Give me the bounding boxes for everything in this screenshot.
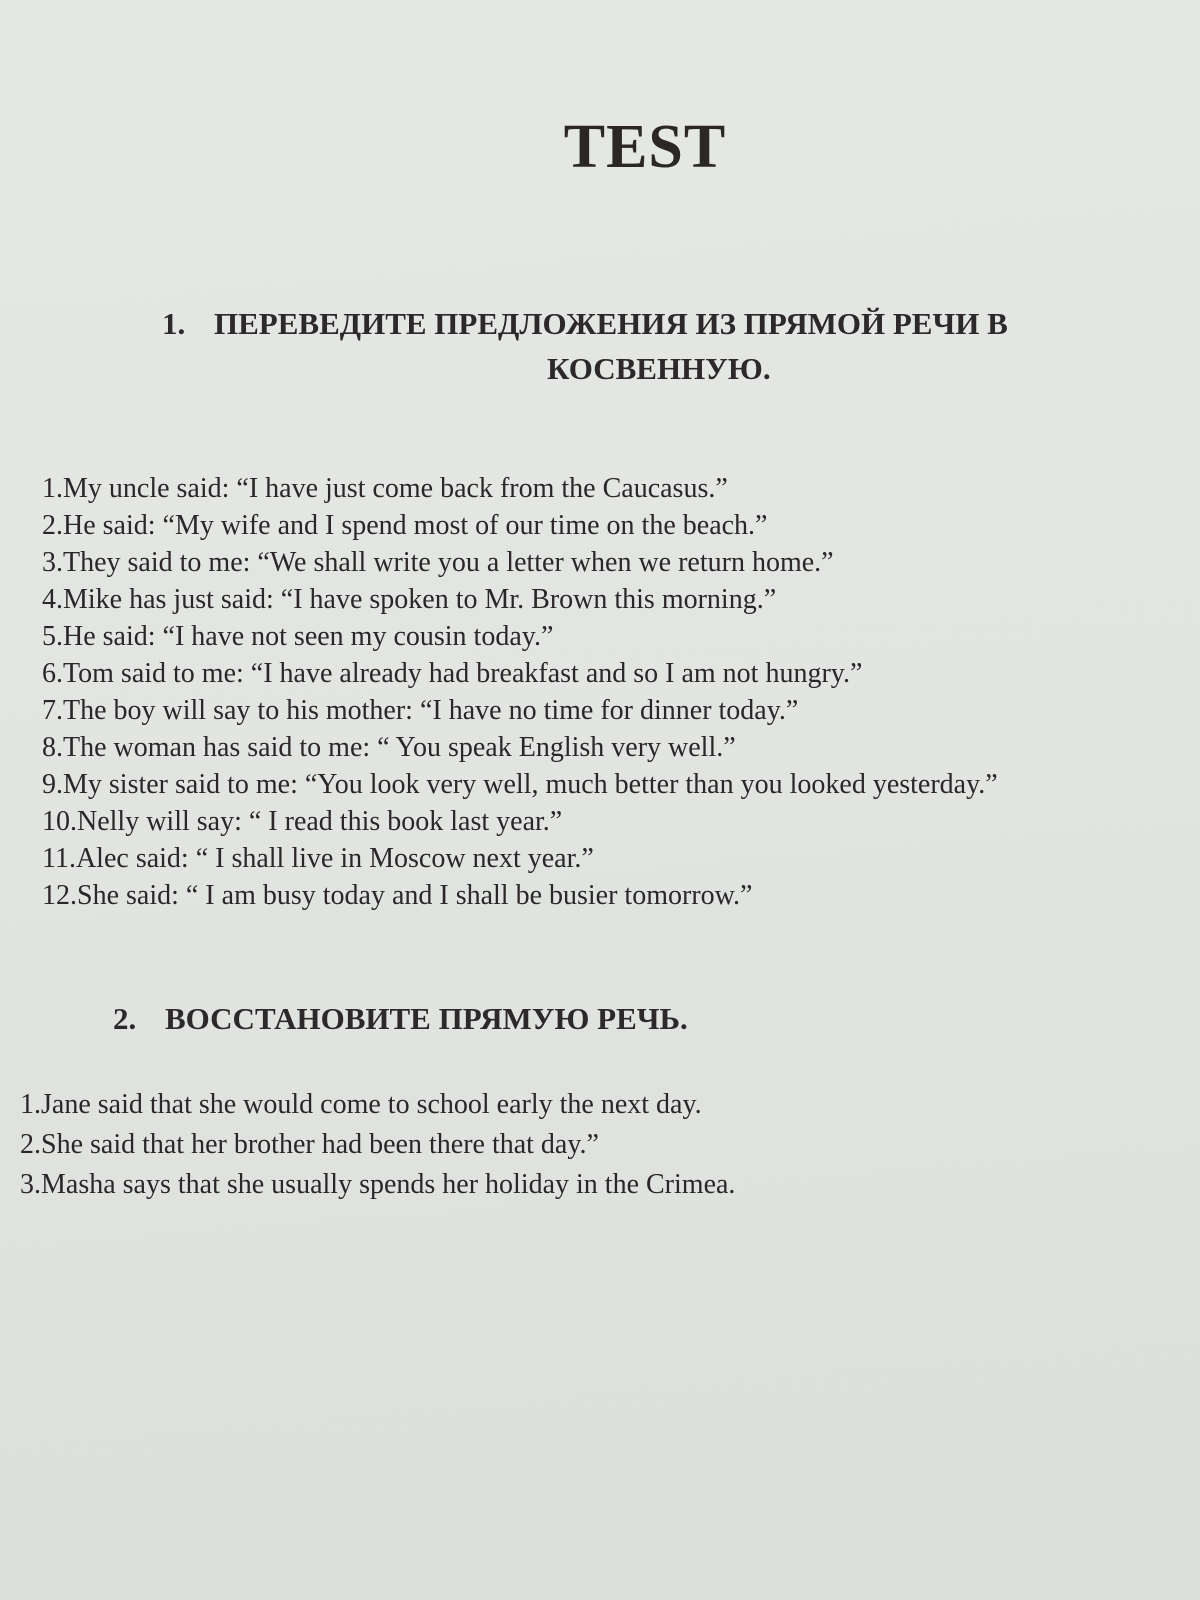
list-item: 9.My sister said to me: “You look very well, much better than you looked yesterday.”	[42, 769, 998, 800]
list-item: 8.The woman has said to me: “ You speak English very well.”	[42, 732, 736, 763]
section-2-number: 2.	[113, 1001, 137, 1036]
list-item: 2.She said that her brother had been there that day.”	[20, 1129, 599, 1160]
section-1-heading-line-1: ПЕРЕВЕДИТЕ ПРЕДЛОЖЕНИЯ ИЗ ПРЯМОЙ РЕЧИ В	[214, 306, 1008, 341]
section-1-heading	[162, 305, 1192, 389]
list-item: 7.The boy will say to his mother: “I have no time for dinner today.”	[42, 695, 799, 726]
list-item: 1.Jane said that she would come to school early the next day.	[20, 1089, 702, 1120]
list-item: 10.Nelly will say: “ I read this book last year.”	[42, 806, 563, 837]
section-1-sentence-list	[42, 470, 1200, 914]
section-1-heading-line-2: КОСВЕННУЮ.	[547, 350, 771, 386]
list-item: 1.My uncle said: “I have just come back from the Caucasus.”	[42, 473, 728, 504]
list-item: 5.He said: “I have not seen my cousin today.”	[42, 621, 554, 652]
list-item: 4.Mike has just said: “I have spoken to Mr. Brown this morning.”	[42, 584, 777, 615]
section-2-heading	[113, 1000, 1013, 1039]
list-item: 11.Alec said: “ I shall live in Moscow next year.”	[42, 843, 594, 874]
page-title: TEST	[563, 113, 727, 181]
list-item: 3.Masha says that she usually spends her holiday in the Crimea.	[20, 1169, 736, 1200]
section-2-sentence-list	[20, 1085, 1120, 1205]
section-1-number: 1.	[162, 306, 186, 341]
list-item: 3.They said to me: “We shall write you a letter when we return home.”	[42, 547, 834, 578]
list-item: 2.He said: “My wife and I spend most of our time on the beach.”	[42, 510, 768, 541]
list-item: 6.Tom said to me: “I have already had breakfast and so I am not hungry.”	[42, 658, 863, 689]
list-item: 12.She said: “ I am busy today and I shall be busier tomorrow.”	[42, 880, 753, 911]
section-2-heading-text: ВОССТАНОВИТЕ ПРЯМУЮ РЕЧЬ.	[165, 1001, 688, 1036]
